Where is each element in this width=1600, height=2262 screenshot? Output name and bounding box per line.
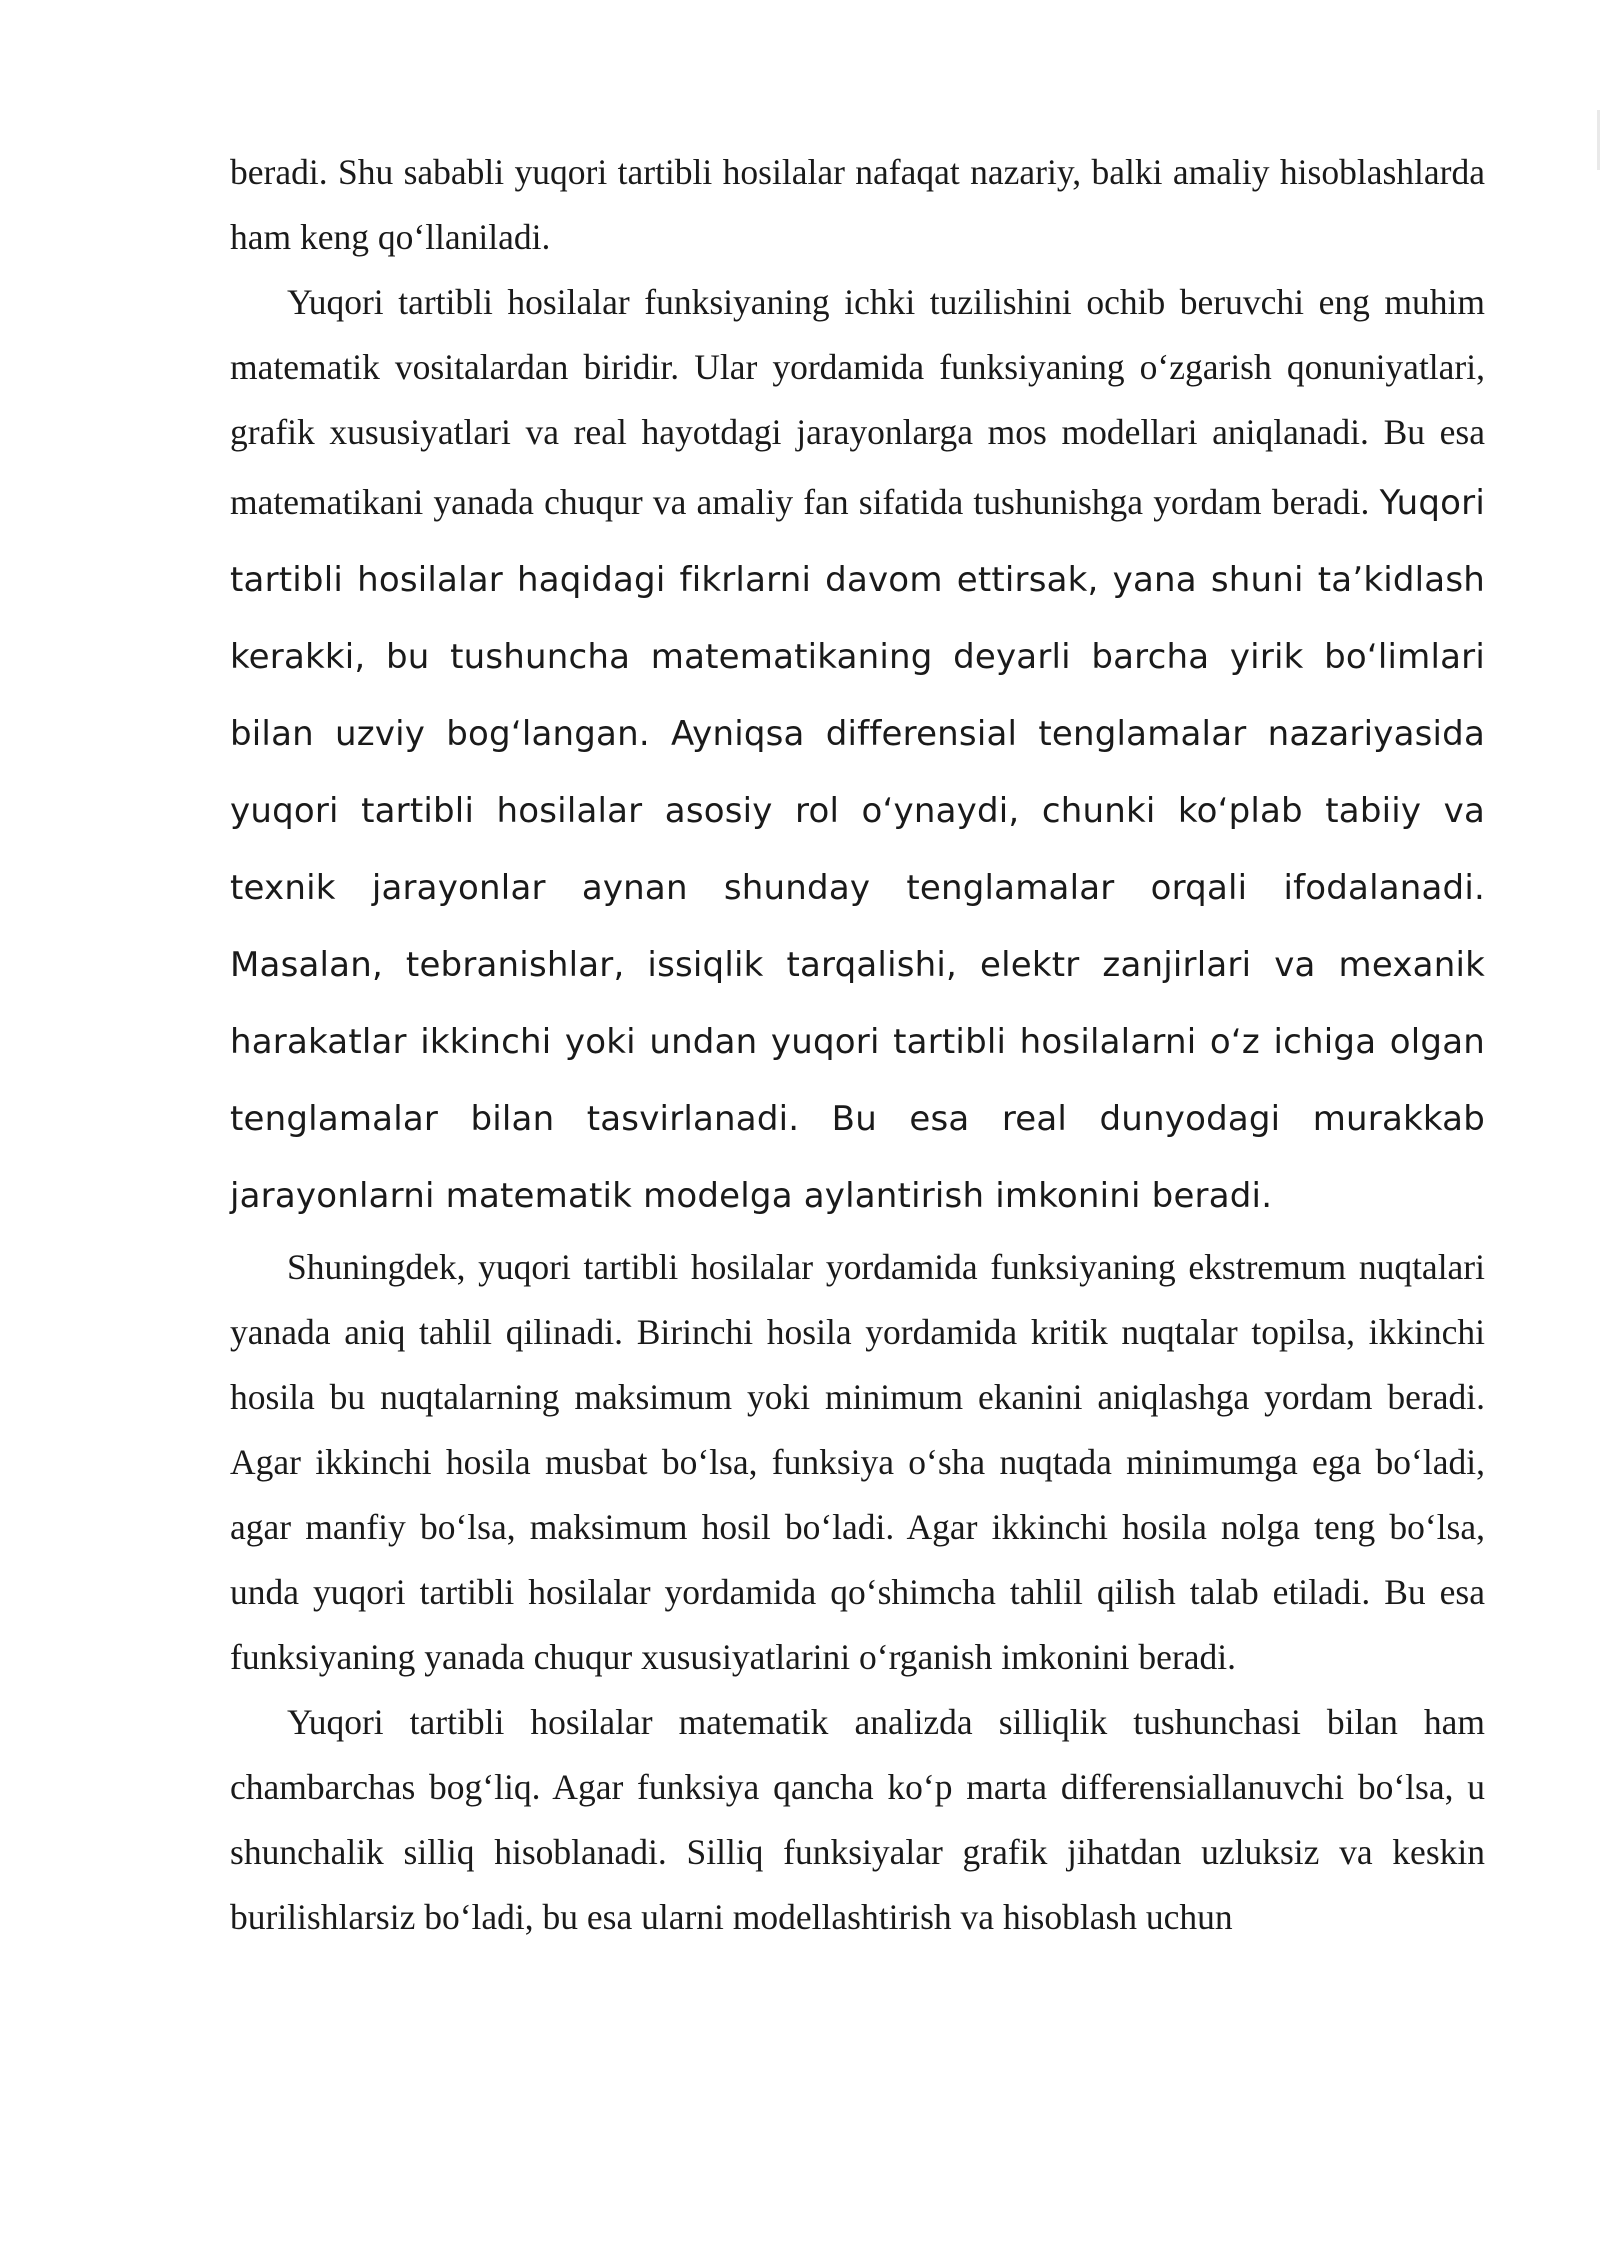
paragraph-sans-part: Yuqori tartibli hosilalar haqidagi fikrlarni davom ettirsak, yana shuni ta’kidlash kerakki, bu tushuncha matematikaning deyarli barcha yirik bo‘limlari bilan uzviy bog‘langan. Ayniqsa differensial tenglamalar nazariyasida yuqori tartibli hosilalar asosiy rol o‘ynaydi, chunki ko‘plab tabiiy va texnik jarayonlar aynan shunday tenglamalar orqali ifodalanadi. Masalan, tebranishlar, issiqlik tarqalishi, elektr zanjirlari va mexanik harakatlar ikkinchi yoki undan yuqori tartibli hosilalarni o‘z ichiga olgan tenglamalar bilan tasvirlanadi. Bu esa real dunyodagi murakkab jarayonlarni matematik modelga aylantirish imkonini beradi. (230, 483, 1485, 1216)
paragraph-continuation: beradi. Shu sababli yuqori tartibli hosilalar nafaqat nazariy, balki amaliy hisoblashlarda ham keng qo‘llaniladi. (230, 152, 1485, 257)
paragraph-mixed-font (230, 270, 1485, 1235)
paragraph-smoothness: Yuqori tartibli hosilalar matematik analizda silliqlik tushunchasi bilan ham chambarchas bog‘liq. Agar funksiya qancha ko‘p marta differensiallanuvchi bo‘lsa, u shunchalik silliq hisoblanadi. Silliq funksiyalar grafik jihatdan uzluksiz va keskin burilishlarsiz bo‘ladi, bu esa ularni modellashtirish va hisoblash uchun (230, 1702, 1485, 1937)
paragraph-extremum: Shuningdek, yuqori tartibli hosilalar yordamida funksiyaning ekstremum nuqtalari yanada aniq tahlil qilinadi. Birinchi hosila yordamida kritik nuqtalar topilsa, ikkinchi hosila bu nuqtalarning maksimum yoki minimum ekanini aniqlashga yordam beradi. Agar ikkinchi hosila musbat bo‘lsa, funksiya o‘sha nuqtada minimumga ega bo‘ladi, agar manfiy bo‘lsa, maksimum hosil bo‘ladi. Agar ikkinchi hosila nolga teng bo‘lsa, unda yuqori tartibli hosilalar yordamida qo‘shimcha tahlil qilish talab etiladi. Bu esa funksiyaning yanada chuqur xususiyatlarini o‘rganish imkonini beradi. (230, 1247, 1485, 1677)
document-page (230, 140, 1485, 1950)
paragraph-serif-part: Yuqori tartibli hosilalar funksiyaning ichki tuzilishini ochib beruvchi eng muhim matematik vositalardan biridir. Ular yordamida funksiyaning o‘zgarish qonuniyatlari, grafik xususiyatlari va real hayotdagi jarayonlarga mos modellari aniqlanadi. Bu esa matematikani yanada chuqur va amaliy fan sifatida tushunishga yordam beradi. (230, 282, 1485, 522)
